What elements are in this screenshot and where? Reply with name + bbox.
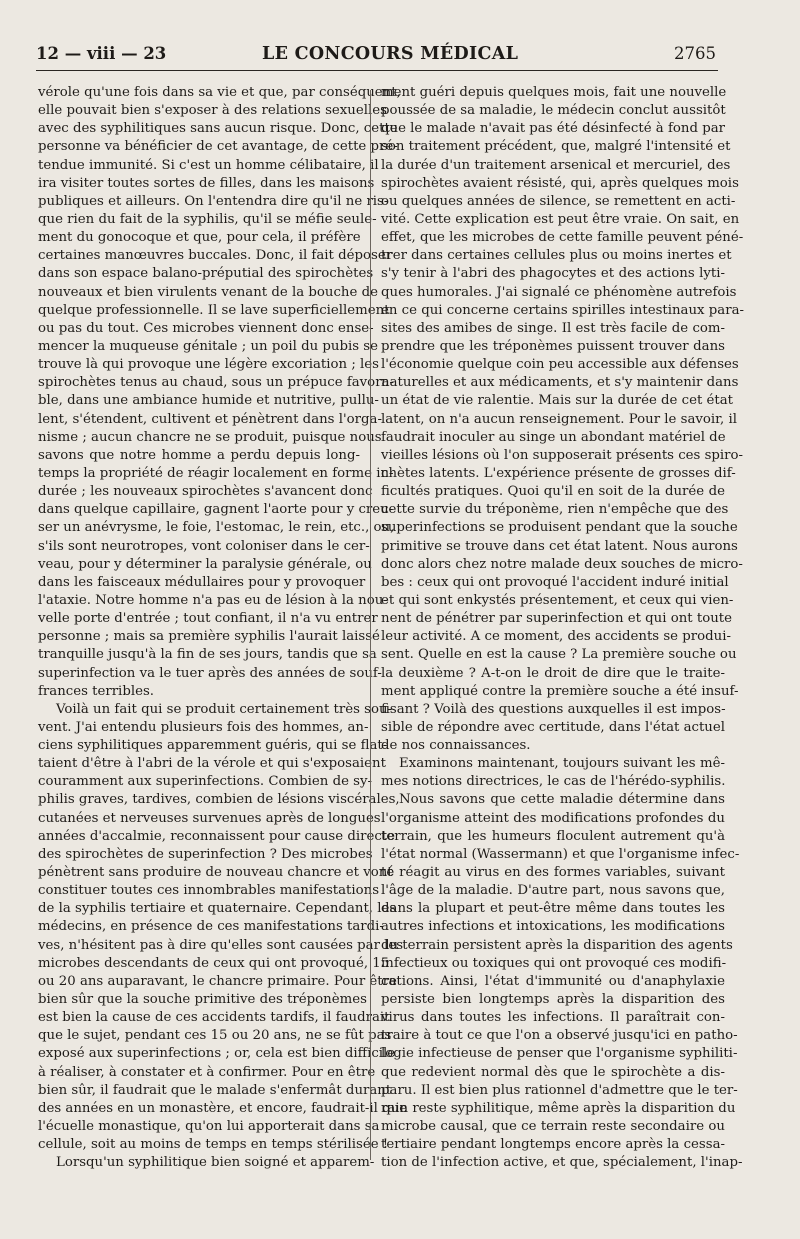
text-line: sites des amibes de singe. Il est très facile de com-	[381, 320, 725, 336]
text-line: ira visiter toutes sortes de filles, dans les maisons	[38, 175, 375, 191]
text-line: quelque professionnelle. Il se lave superficiellement	[38, 302, 390, 318]
text-line: cette survie du tréponème, rien n'empêche que des	[381, 502, 729, 518]
text-line: tertiaire pendant longtemps encore après la cessa-	[381, 1137, 725, 1153]
text-line: l'ataxie. Notre homme n'a pas eu de lésion à la nou-	[38, 592, 388, 608]
text-line: médecins, en présence de ces manifestations tardi-	[38, 919, 384, 935]
text-line: leur activité. A ce moment, des accidents se produi-	[381, 629, 731, 645]
text-line: dans la plupart et peut-être même dans toutes les	[381, 901, 725, 917]
text-line: microbe causal, que ce terrain reste secondaire ou	[381, 1119, 725, 1135]
text-line: son traitement précédent, que, malgré l'intensité et	[381, 139, 731, 155]
text-line: veau, pour y déterminer la paralysie générale, ou	[38, 556, 372, 572]
text-line: Nous savons que cette maladie détermine dans	[399, 792, 725, 808]
text-line: l'économie quelque coin peu accessible aux défenses	[381, 357, 739, 373]
text-line: elle pouvait bien s'exposer à des relations sexuelles	[38, 103, 387, 119]
text-line: ques humorales. J'ai signalé ce phénomène autrefois	[381, 284, 737, 300]
text-line: cutanées et nerveuses survenues après de longues	[38, 810, 381, 826]
left-column	[38, 84, 408, 1172]
text-line: des spirochètes de superinfection ? Des microbes	[38, 846, 373, 862]
text-line: ou pas du tout. Ces microbes viennent donc ense-	[38, 320, 374, 336]
text-line: autres infections et intoxications, les modifications	[381, 919, 725, 935]
text-line: ou 20 ans auparavant, le chancre primaire. Pour être	[38, 973, 397, 989]
text-line: à réaliser, à constater et à confirmer. Pour en être	[38, 1064, 376, 1080]
text-line: superinfections se produisent pendant que la souche	[381, 520, 738, 536]
text-line: et qui sont enkystés présentement, et ceux qui vien-	[381, 592, 734, 608]
text-line: de la syphilis tertiaire et quaternaire. Cependant, les	[38, 901, 397, 917]
text-line: que le malade n'avait pas été désinfecté à fond par	[381, 121, 725, 137]
text-line: spirochètes tenus au chaud, sous un prépuce favora-	[38, 375, 394, 391]
text-line: s'y tenir à l'abri des phagocytes et des actions lyti-	[381, 266, 725, 282]
text-line: nent de pénétrer par superinfection et qui ont toute	[381, 611, 732, 627]
text-line: Voilà un fait qui se produit certainement très sou-	[56, 701, 393, 717]
text-line: tendue immunité. Si c'est un homme célibataire, il	[38, 157, 379, 173]
text-line: philis graves, tardives, combien de lésions viscérales,	[38, 792, 400, 808]
text-line: taient d'être à l'abri de la vérole et qui s'exposaient	[38, 756, 386, 772]
text-line: certaines manœuvres buccales. Donc, il fait déposer	[38, 248, 393, 264]
text-line: superinfection va le tuer après des années de souf-	[38, 665, 382, 681]
text-line: bes : ceux qui ont provoqué l'accident induré initial	[381, 574, 729, 590]
text-line: terrain, que les humeurs floculent autrement qu'à	[381, 828, 725, 844]
text-line: chètes latents. L'expérience présente de grosses dif-	[381, 465, 736, 481]
text-line: avec des syphilitiques sans aucun risque. Donc, cette	[38, 121, 398, 137]
text-line: Lorsqu'un syphilitique bien soigné et apparem-	[56, 1155, 375, 1171]
column-divider	[370, 90, 371, 1160]
text-line: s'ils sont neurotropes, vont coloniser dans le cer-	[38, 538, 370, 554]
text-line: spirochètes avaient résisté, qui, après quelques mois	[381, 175, 739, 191]
text-line: prendre que les tréponèmes puissent trouver dans	[381, 338, 725, 354]
text-line: rain reste syphilitique, même après la disparition du	[381, 1100, 736, 1116]
text-line: nouveaux et bien virulents venant de la bouche de	[38, 284, 378, 300]
text-line: logie infectieuse de penser que l'organisme syphiliti-	[381, 1046, 738, 1062]
text-line: dans quelque capillaire, gagnent l'aorte pour y creu-	[38, 502, 394, 518]
text-line: microbes descendants de ceux qui ont provoqué, 15	[38, 955, 390, 971]
text-line: bien sûr, il faudrait que le malade s'enfermât durant	[38, 1082, 392, 1098]
text-line: nisme ; aucun chancre ne se produit, puisque nous	[38, 429, 382, 445]
text-line: té réagit au virus en des formes variables, suivant	[381, 865, 725, 881]
text-line: traire à tout ce que l'on a observé jusqu'ici en patho-	[381, 1028, 738, 1044]
text-line: l'organisme atteint des modifications profondes du	[381, 810, 725, 826]
text-line: vité. Cette explication est peut être vraie. On sait, en	[381, 211, 740, 227]
text-line: la durée d'un traitement arsenical et mercuriel, des	[381, 157, 731, 173]
text-line: mes notions directrices, le cas de l'hérédo-syphilis.	[381, 774, 726, 790]
text-line: ser un anévrysme, le foie, l'estomac, le rein, etc., ou,	[38, 520, 395, 536]
text-line: fisant ? Voilà des questions auxquelles il est impos-	[381, 701, 726, 717]
text-line: primitive se trouve dans cet état latent. Nous aurons	[381, 538, 738, 554]
text-line: ficultés pratiques. Quoi qu'il en soit de la durée de	[381, 484, 725, 500]
text-line: de nos connaissances.	[381, 738, 531, 754]
text-line: des années en un monastère, et encore, faudrait-il que	[38, 1100, 408, 1116]
text-line: vérole qu'une fois dans sa vie et que, par conséquent,	[38, 85, 401, 100]
text-line: effet, que les microbes de cette famille peuvent péné-	[381, 230, 744, 246]
text-line: persiste bien longtemps après la disparition des	[381, 992, 725, 1008]
text-line: mencer la muqueuse génitale ; un poil du pubis se	[38, 338, 378, 354]
text-line: ment guéri depuis quelques mois, fait une nouvelle	[381, 85, 727, 100]
text-line: naturelles et aux médicaments, et s'y maintenir dans	[381, 375, 739, 391]
text-line: personne ; mais sa première syphilis l'aurait laissé	[38, 629, 380, 645]
running-header	[36, 44, 716, 68]
text-line: virus dans toutes les infections. Il paraîtrait con-	[381, 1010, 725, 1026]
right-column	[381, 84, 744, 1172]
text-line: trouve là qui provoque une légère excoriation ; les	[38, 357, 379, 373]
text-line: ment appliqué contre la première souche a été insuf-	[381, 683, 739, 699]
header-rule	[36, 70, 718, 71]
text-line: sent. Quelle en est la cause ? La première souche ou	[381, 647, 737, 663]
text-line: en ce qui concerne certains spirilles intestinaux para-	[381, 302, 744, 318]
text-line: pénètrent sans produire de nouveau chancre et vont	[38, 865, 393, 881]
text-line: ble, dans une ambiance humide et nutritive, pullu-	[38, 393, 379, 409]
text-line: sible de répondre avec certitude, dans l'état actuel	[381, 719, 725, 735]
journal-title: LE CONCOURS MÉDICAL	[262, 44, 519, 64]
text-line: personne va bénéficier de cet avantage, de cette pré-	[38, 139, 398, 155]
text-line: l'âge de la maladie. D'autre part, nous savons que,	[381, 883, 725, 899]
text-line: trer dans certaines cellules plus ou moins inertes et	[381, 248, 732, 264]
text-line: ves, n'hésitent pas à dire qu'elles sont causées par les	[38, 937, 404, 953]
text-line: ciens syphilitiques apparemment guéris, qui se flat-	[38, 738, 388, 754]
text-line: exposé aux superinfections ; or, cela est bien difficile	[38, 1046, 396, 1062]
text-line: est bien la cause de ces accidents tardifs, il faudrait	[38, 1010, 390, 1026]
text-line: dans son espace balano-préputial des spirochètes	[38, 266, 374, 282]
page-number: 2765	[674, 44, 716, 63]
text-line: faudrait inoculer au singe un abondant matériel de	[381, 429, 726, 445]
text-line: du terrain persistent après la disparition des agents	[381, 937, 733, 953]
text-line: dans les faisceaux médullaires pour y provoquer	[38, 574, 366, 590]
text-line: latent, on n'a aucun renseignement. Pour le savoir, il	[381, 411, 738, 427]
text-line: tion de l'infection active, et que, spécialement, l'inap-	[381, 1155, 743, 1171]
text-line: couramment aux superinfections. Combien de sy-	[38, 774, 373, 790]
text-line: cellule, soit au moins de temps en temps stérilisée !	[38, 1137, 389, 1153]
text-line: durée ; les nouveaux spirochètes s'avancent donc	[38, 484, 373, 500]
text-line: paru. Il est bien plus rationnel d'admettre que le ter-	[381, 1082, 738, 1098]
text-line: publiques et ailleurs. On l'entendra dire qu'il ne ris-	[38, 193, 389, 209]
text-line: velle porte d'entrée ; tout confiant, il n'a vu entrer	[38, 611, 378, 627]
text-line: vieilles lésions où l'on supposerait présents ces spiro-	[381, 447, 744, 463]
text-line: l'écuelle monastique, qu'on lui apporterait dans sa	[38, 1119, 380, 1135]
text-line: infectieux ou toxiques qui ont provoqué ces modifi-	[381, 955, 727, 971]
text-line: que redevient normal dès que le spirochète a dis-	[381, 1064, 725, 1080]
text-line: poussée de sa maladie, le médecin conclut aussitôt	[381, 103, 726, 119]
text-line: lent, s'étendent, cultivent et pénètrent dans l'orga-	[38, 411, 382, 427]
text-line: donc alors chez notre malade deux souches de micro-	[381, 556, 743, 572]
text-line: un état de vie ralentie. Mais sur la durée de cet état	[381, 393, 734, 409]
text-line: vent. J'ai entendu plusieurs fois des hommes, an-	[38, 719, 369, 735]
text-line: que rien du fait de la syphilis, qu'il se méfie seule-	[38, 211, 377, 227]
text-line: tranquille jusqu'à la fin de ses jours, tandis que sa	[38, 647, 377, 663]
issue-date: 12 — viii — 23	[36, 44, 167, 63]
text-line: Examinons maintenant, toujours suivant les mê-	[399, 756, 725, 772]
text-line: l'état normal (Wassermann) et que l'organisme infec-	[381, 846, 740, 862]
text-line: constituer toutes ces innombrables manifestations	[38, 883, 380, 899]
text-line: années d'accalmie, reconnaissent pour cause directe	[38, 828, 396, 844]
text-line: que le sujet, pendant ces 15 ou 20 ans, ne se fût pas	[38, 1028, 392, 1044]
text-line: ment du gonocoque et que, pour cela, il préfère	[38, 230, 361, 246]
text-line: ou quelques années de silence, se remettent en acti-	[381, 193, 736, 209]
text-line: bien sûr que la souche primitive des tréponèmes	[38, 992, 367, 1008]
text-line: temps la propriété de réagir localement en forme in-	[38, 465, 394, 481]
text-line: savons que notre homme a perdu depuis long-	[38, 447, 360, 463]
text-line: la deuxième ? A-t-on le droit de dire que le traite-	[381, 665, 725, 681]
text-line: frances terribles.	[38, 683, 154, 699]
text-line: cations. Ainsi, l'état d'immunité ou d'anaphylaxie	[381, 973, 725, 989]
